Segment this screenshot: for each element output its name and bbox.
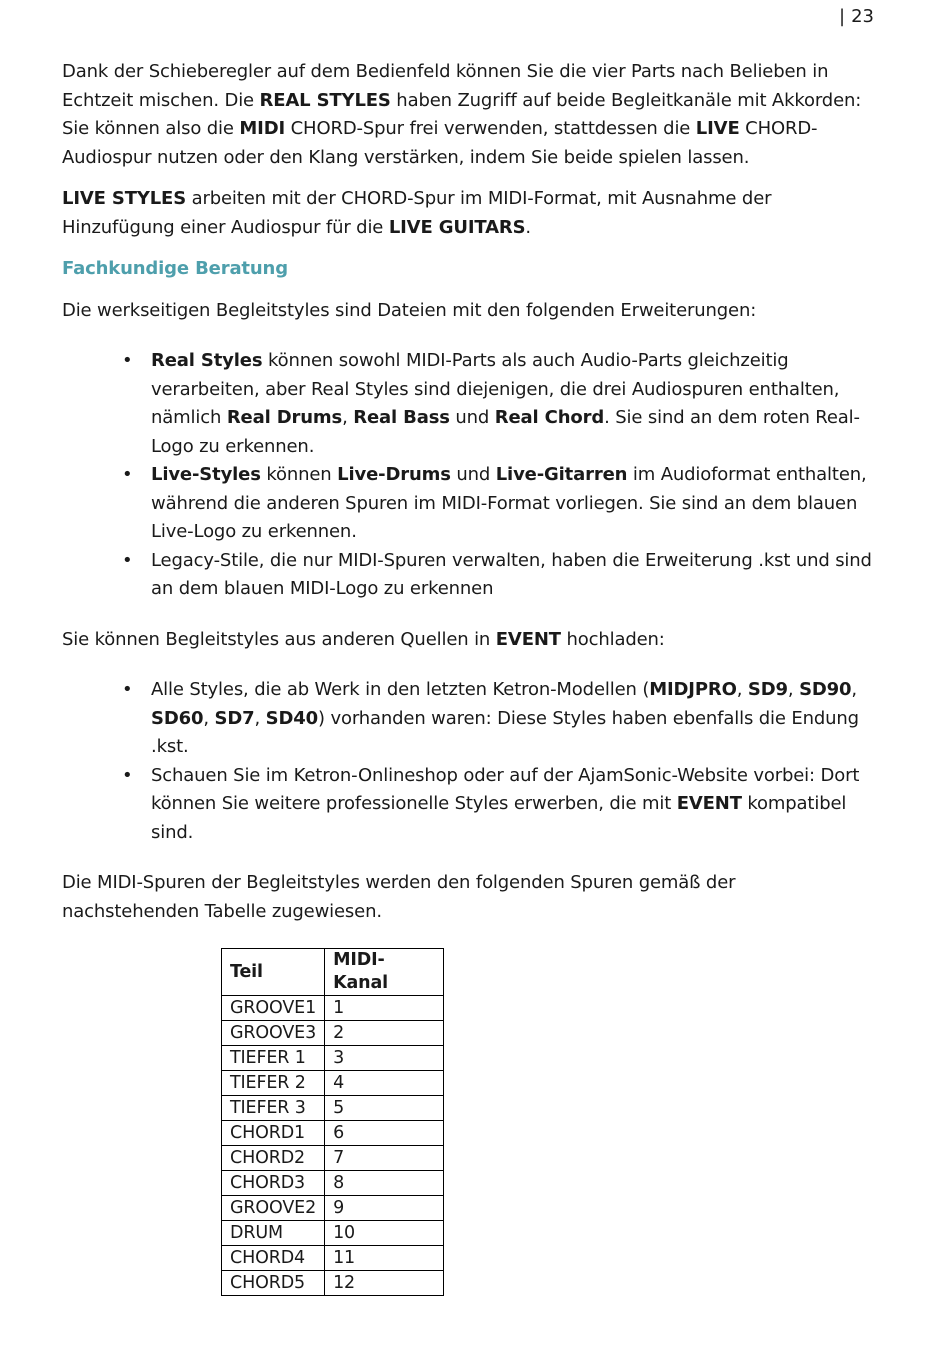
table-row xyxy=(222,1096,444,1121)
bold-text: LIVE xyxy=(695,118,740,139)
table-row xyxy=(222,1146,444,1171)
table-row xyxy=(222,1121,444,1146)
paragraph-extensions-intro: Die werkseitigen Begleitstyles sind Dateien mit den folgenden Erweiterungen: xyxy=(62,299,757,321)
table-row xyxy=(222,1221,444,1246)
text: . xyxy=(525,216,531,238)
page-number-value: 23 xyxy=(851,6,874,27)
text: Legacy-Stile, die nur MIDI-Spuren verwalten, haben die Erweiterung .kst und sind an dem blauen MIDI-Logo zu erkennen xyxy=(151,549,872,599)
paragraph-live-styles xyxy=(62,185,877,242)
text: und xyxy=(450,464,496,485)
bold-text: Live-Styles xyxy=(151,464,261,485)
table-row xyxy=(222,1271,444,1296)
text: , xyxy=(736,679,748,700)
section-heading: Fachkundige Beratung xyxy=(62,258,288,279)
style-types-list xyxy=(62,347,877,604)
table-row xyxy=(222,1196,444,1221)
text: im Audioformat enthalten, während die anderen Spuren im MIDI-Format vorliegen. Sie sind an dem blauen Live-Logo zu erkennen. xyxy=(151,464,867,542)
table-cell: GROOVE3 xyxy=(222,1021,325,1046)
text: , xyxy=(342,407,354,428)
text: . Sie sind an dem roten Real-Logo zu erkennen. xyxy=(151,407,860,457)
table-cell: 12 xyxy=(325,1271,444,1296)
table-cell: CHORD1 xyxy=(222,1121,325,1146)
paragraph-mixing xyxy=(62,58,877,172)
text: , xyxy=(254,707,266,729)
table-cell: TIEFER 2 xyxy=(222,1071,325,1096)
bold-text: Live-Drums xyxy=(337,464,451,485)
text: Alle Styles, die ab Werk in den letzten Ketron-Modellen ( xyxy=(151,679,650,700)
text: kompatibel sind. xyxy=(151,793,847,843)
table-cell: 4 xyxy=(325,1071,444,1096)
bold-text: SD7 xyxy=(214,707,255,729)
bold-text: SD40 xyxy=(265,707,319,729)
bold-text: SD90 xyxy=(799,679,852,700)
bold-text: SD60 xyxy=(151,707,204,729)
page-number-divider: | xyxy=(839,6,846,27)
table-cell: 1 xyxy=(325,996,444,1021)
table-row xyxy=(222,1171,444,1196)
bold-text: EVENT xyxy=(676,793,742,814)
sources-list xyxy=(62,676,877,847)
table-cell: 8 xyxy=(325,1171,444,1196)
text: , xyxy=(787,679,800,700)
midi-channel-table xyxy=(221,948,444,1296)
text: arbeiten mit der CHORD-Spur im MIDI-Format, mit Ausnahme der Hinzufügung einer Audiospur für die xyxy=(62,188,772,238)
table-row xyxy=(222,1246,444,1271)
text: CHORD-Audiospur nutzen oder den Klang verstärken, indem Sie beide spielen lassen. xyxy=(62,118,818,168)
bold-text: SD9 xyxy=(747,679,788,700)
table-row xyxy=(222,1071,444,1096)
text: , xyxy=(851,679,857,700)
page-number xyxy=(839,6,874,28)
bold-text: MIDJPRO xyxy=(649,679,737,700)
table-cell: CHORD5 xyxy=(222,1271,325,1296)
list-item xyxy=(151,547,877,604)
table-cell: 9 xyxy=(325,1196,444,1221)
table-cell: 11 xyxy=(325,1246,444,1271)
table-cell: 10 xyxy=(325,1221,444,1246)
text: hochladen: xyxy=(560,628,665,650)
list-item xyxy=(151,347,877,461)
table-row xyxy=(222,996,444,1021)
table-cell: DRUM xyxy=(222,1221,325,1246)
text: können xyxy=(260,464,338,485)
column-header: MIDI-Kanal xyxy=(325,949,444,996)
table-cell: 2 xyxy=(325,1021,444,1046)
bold-text: Live-Gitarren xyxy=(495,464,628,485)
table-cell: 5 xyxy=(325,1096,444,1121)
paragraph-table-intro: Die MIDI-Spuren der Begleitstyles werden den folgenden Spuren gemäß der nachstehenden Tabelle zugewiesen. xyxy=(62,872,736,922)
table-cell: TIEFER 3 xyxy=(222,1096,325,1121)
text: Schauen Sie im Ketron-Onlineshop oder auf der AjamSonic-Website vorbei: Dort können Sie weitere professionelle Styles erwerben, die mit xyxy=(151,764,860,814)
bold-text: MIDI xyxy=(239,118,286,139)
bold-text: LIVE GUITARS xyxy=(388,216,526,238)
paragraph-upload xyxy=(62,626,877,655)
bold-text: EVENT xyxy=(495,628,561,650)
table-cell: 6 xyxy=(325,1121,444,1146)
column-header: Teil xyxy=(222,949,325,996)
table-cell: CHORD4 xyxy=(222,1246,325,1271)
bold-text: Real Styles xyxy=(151,350,263,371)
table-cell: 7 xyxy=(325,1146,444,1171)
bold-text: REAL STYLES xyxy=(259,89,391,111)
table-cell: TIEFER 1 xyxy=(222,1046,325,1071)
table-row xyxy=(222,1046,444,1071)
list-item xyxy=(151,762,877,848)
table-cell: CHORD3 xyxy=(222,1171,325,1196)
table-row xyxy=(222,1021,444,1046)
text: CHORD-Spur frei verwenden, stattdessen die xyxy=(285,118,696,139)
text: , xyxy=(203,707,215,729)
text: und xyxy=(449,407,495,428)
text: Dank der Schieberegler auf dem Bedienfeld können Sie die vier Parts nach Belieben in Echtzeit mischen. Die xyxy=(62,61,829,111)
bold-text: LIVE STYLES xyxy=(62,188,187,209)
document-body xyxy=(62,58,877,1296)
text: haben Zugriff auf beide Begleitkanäle mit Akkorden: Sie können also die xyxy=(62,89,862,139)
table-cell: CHORD2 xyxy=(222,1146,325,1171)
table-cell: GROOVE2 xyxy=(222,1196,325,1221)
table-cell: 3 xyxy=(325,1046,444,1071)
text: ) vorhanden waren: Diese Styles haben ebenfalls die Endung .kst. xyxy=(151,707,859,757)
table-header-row xyxy=(222,949,444,996)
bold-text: Real Bass xyxy=(353,407,450,428)
text: Sie können Begleitstyles aus anderen Quellen in xyxy=(62,628,496,650)
text: können sowohl MIDI-Parts als auch Audio-Parts gleichzeitig verarbeiten, aber Real Styles sind diejenigen, die drei Audiospuren enthalten, nämlich xyxy=(151,350,840,428)
bold-text: Real Chord xyxy=(494,407,605,428)
table-cell: GROOVE1 xyxy=(222,996,325,1021)
list-item xyxy=(151,676,877,762)
list-item xyxy=(151,461,877,547)
bold-text: Real Drums xyxy=(226,407,343,428)
